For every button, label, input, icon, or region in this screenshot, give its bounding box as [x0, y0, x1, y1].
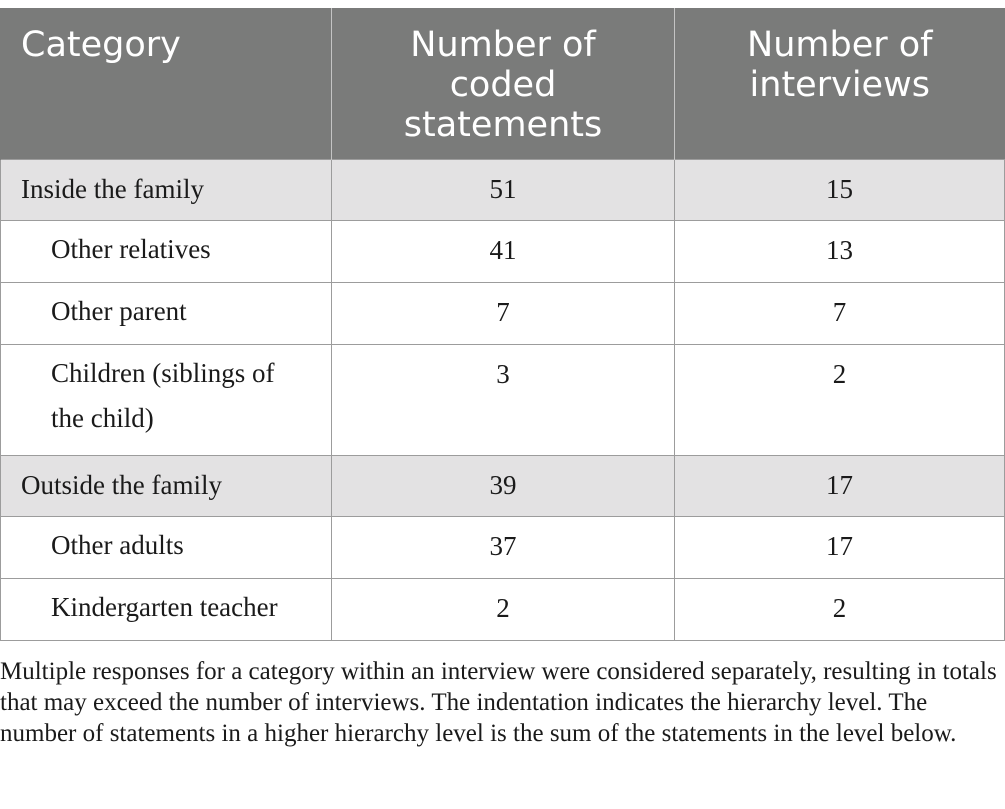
- table-row-group: [1, 160, 1005, 221]
- header-interviews-line-2: interviews: [749, 65, 930, 105]
- statements-cell: 2: [332, 579, 675, 641]
- interviews-cell: 2: [675, 579, 1005, 641]
- table-header: [1, 8, 1005, 160]
- category-cell: Inside the family: [1, 160, 332, 221]
- category-cell: Children (siblings of the child): [1, 345, 332, 456]
- header-interviews: [675, 8, 1005, 160]
- data-table-container: [0, 8, 1005, 641]
- category-cell: Other parent: [1, 283, 332, 345]
- table-row: [1, 517, 1005, 579]
- interviews-cell: 13: [675, 221, 1005, 283]
- table-row: [1, 221, 1005, 283]
- category-cell: Other adults: [1, 517, 332, 579]
- interviews-cell: 17: [675, 456, 1005, 517]
- category-cell: Kindergarten teacher: [1, 579, 332, 641]
- header-statements-line-1: Number of: [410, 25, 596, 65]
- table-body: [1, 160, 1005, 641]
- statements-cell: 39: [332, 456, 675, 517]
- interviews-cell: 7: [675, 283, 1005, 345]
- header-category: [1, 8, 332, 160]
- header-category-line: Category: [21, 25, 181, 65]
- header-interviews-line-1: Number of: [747, 25, 933, 65]
- header-statements-line-2: coded: [449, 65, 557, 105]
- table-footnote: Multiple responses for a category within an interview were considered separately, resulting in totals that may exceed the number of interviews. The indentation indicates the hierarchy level. The number of statements in a higher hierarchy level is the sum of the statements in the level below.: [0, 658, 997, 747]
- interviews-cell: 17: [675, 517, 1005, 579]
- statements-cell: 7: [332, 283, 675, 345]
- table-row: [1, 579, 1005, 641]
- statements-cell: 51: [332, 160, 675, 221]
- header-statements-line-3: statements: [403, 105, 603, 145]
- header-coded-statements: [332, 8, 675, 160]
- statements-cell: 3: [332, 345, 675, 456]
- statements-cell: 37: [332, 517, 675, 579]
- category-table: [0, 8, 1005, 641]
- table-row: [1, 345, 1005, 456]
- interviews-cell: 2: [675, 345, 1005, 456]
- header-row: [1, 8, 1005, 160]
- table-row-group: [1, 456, 1005, 517]
- category-cell: Outside the family: [1, 456, 332, 517]
- table-row: [1, 283, 1005, 345]
- statements-cell: 41: [332, 221, 675, 283]
- interviews-cell: 15: [675, 160, 1005, 221]
- category-cell: Other relatives: [1, 221, 332, 283]
